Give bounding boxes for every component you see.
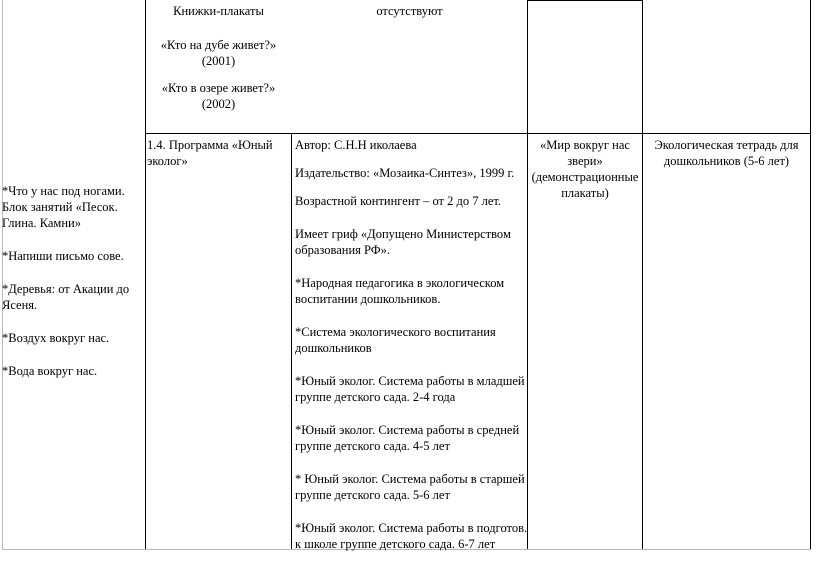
detail-item: * Юный эколог. Система работы в старшей группе детского сада. 5-6 лет <box>295 472 525 502</box>
activity-item: *Напиши письмо сове. <box>2 249 124 263</box>
book-lake: «Кто в озере живет?» (2002) <box>161 81 276 111</box>
detail-item: Имеет гриф «Допущено Министерством образования РФ». <box>295 227 511 257</box>
detail-item: *Юный эколог. Система работы в средней группе детского сада. 4-5 лет <box>295 423 520 453</box>
detail-item: *Юный эколог. Система работы в младшей группе детского сада. 2-4 года <box>295 374 525 404</box>
detail-item: *Народная педагогика в экологическом воспитании дошкольников. <box>295 276 505 306</box>
program-title: 1.4. Программа «Юный эколог» <box>147 138 273 168</box>
activities-list <box>2 183 142 396</box>
detail-item: Возрастной контингент – от 2 до 7 лет. <box>295 194 502 208</box>
right-border <box>810 0 811 550</box>
program-details <box>295 137 535 552</box>
activity-item: *Деревья: от Акации до Ясеня. <box>2 282 130 312</box>
workbook-text: Экологическая тетрадь для дошкольников (5-6 лет) <box>654 138 799 168</box>
detail-item: Автор: С.Н.Н иколаева <box>295 138 417 152</box>
absent-text: отсутствуют <box>376 4 443 18</box>
detail-item: Издательство: «Мозаика-Синтез», 1999 г. <box>295 166 515 180</box>
detail-item: *Юный эколог. Система работы в подготов. к школе группе детского сада. 6-7 лет <box>295 521 528 551</box>
activity-item: *Что у нас под ногами. Блок занятий «Песок. Глина. Камни» <box>2 184 125 230</box>
col-divider-4 <box>642 0 643 550</box>
row-divider <box>145 133 811 134</box>
books-posters-title: Книжки-плакаты <box>173 4 264 18</box>
activity-item: *Воздух вокруг нас. <box>2 331 110 345</box>
book-oak: «Кто на дубе живет?» (2001) <box>160 38 277 68</box>
top-right-border <box>527 0 643 1</box>
activity-item: *Вода вокруг нас. <box>2 364 98 378</box>
detail-item: *Система экологического воспитания дошкольников <box>295 325 496 355</box>
posters-text: «Мир вокруг нас звери» (демонстрационные плакаты) <box>531 138 639 200</box>
col-divider-2 <box>291 133 292 550</box>
